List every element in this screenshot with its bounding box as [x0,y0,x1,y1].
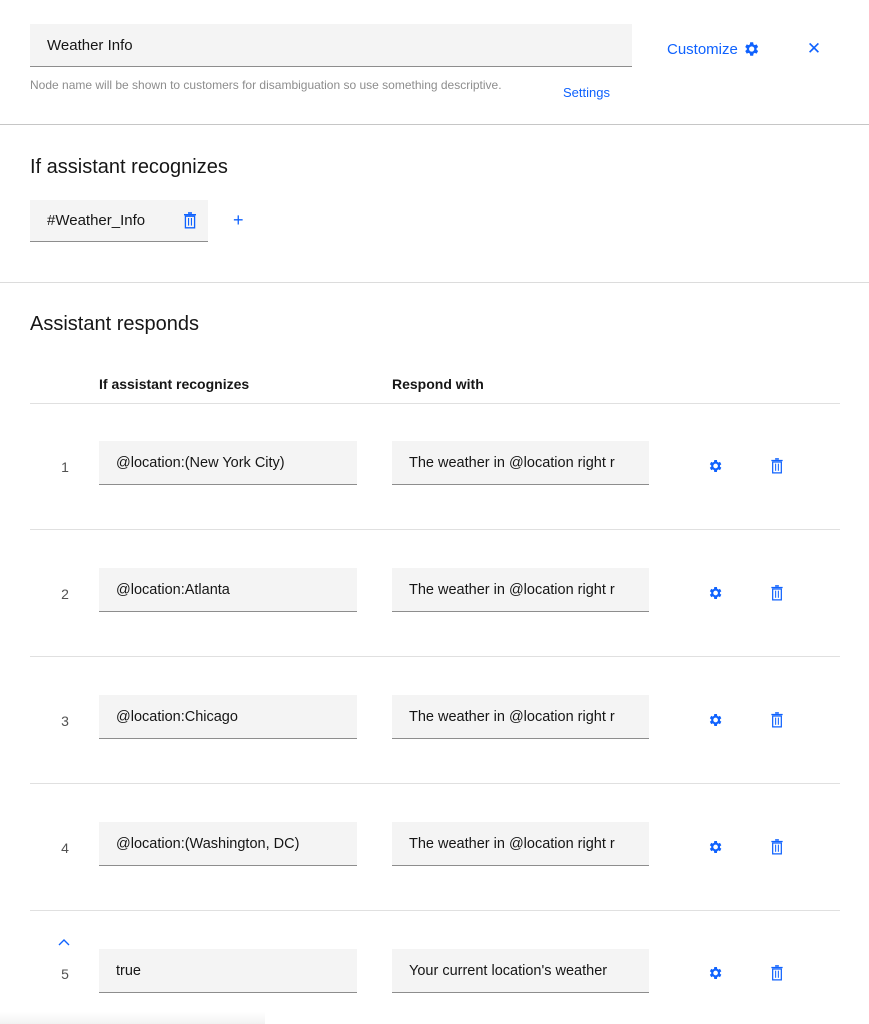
row-number: 5 [61,966,69,982]
gear-icon[interactable] [707,712,723,728]
row-divider [30,403,840,404]
condition-input[interactable]: @location:Chicago [99,695,357,739]
column-header-response: Respond with [392,376,484,392]
gear-icon[interactable] [707,585,723,601]
close-icon[interactable]: ✕ [806,39,822,58]
row-number: 1 [61,459,69,475]
trash-icon[interactable] [770,458,784,474]
section-divider [0,124,869,125]
response-input[interactable]: The weather in @location right r [392,822,649,866]
response-input[interactable]: The weather in @location right r [392,568,649,612]
row-divider [30,529,840,530]
customize-label: Customize [667,40,738,58]
condition-input[interactable]: @location:Atlanta [99,568,357,612]
intent-condition-field[interactable] [30,200,208,242]
trash-icon[interactable] [770,965,784,981]
trash-icon[interactable] [770,712,784,728]
node-name-input[interactable]: Weather Info [30,24,632,67]
trash-icon[interactable] [183,212,197,229]
section-divider [0,282,869,283]
row-number: 2 [61,586,69,602]
row-divider [30,910,840,911]
gear-icon[interactable] [707,965,723,981]
response-input[interactable]: The weather in @location right r [392,441,649,485]
condition-input[interactable]: @location:(Washington, DC) [99,822,357,866]
responds-title: Assistant responds [30,313,199,335]
bottom-shadow [0,1012,265,1024]
add-condition-button[interactable]: + [233,210,244,230]
gear-icon [742,40,760,58]
column-header-condition: If assistant recognizes [99,376,250,392]
chevron-up-icon[interactable] [57,937,71,947]
intent-label: #Weather_Info [47,212,146,229]
node-name-helper-text: Node name will be shown to customers for disambiguation so use something descriptive. [30,78,502,92]
settings-link[interactable]: Settings [563,85,610,100]
recognizes-title: If assistant recognizes [30,156,228,178]
row-number: 4 [61,840,69,856]
trash-icon[interactable] [770,585,784,601]
response-input[interactable]: Your current location's weather [392,949,649,993]
response-input[interactable]: The weather in @location right r [392,695,649,739]
row-number: 3 [61,713,69,729]
condition-input[interactable]: true [99,949,357,993]
row-divider [30,783,840,784]
gear-icon[interactable] [707,839,723,855]
gear-icon[interactable] [707,458,723,474]
row-divider [30,656,840,657]
trash-icon[interactable] [770,839,784,855]
customize-button[interactable] [667,40,760,58]
condition-input[interactable]: @location:(New York City) [99,441,357,485]
